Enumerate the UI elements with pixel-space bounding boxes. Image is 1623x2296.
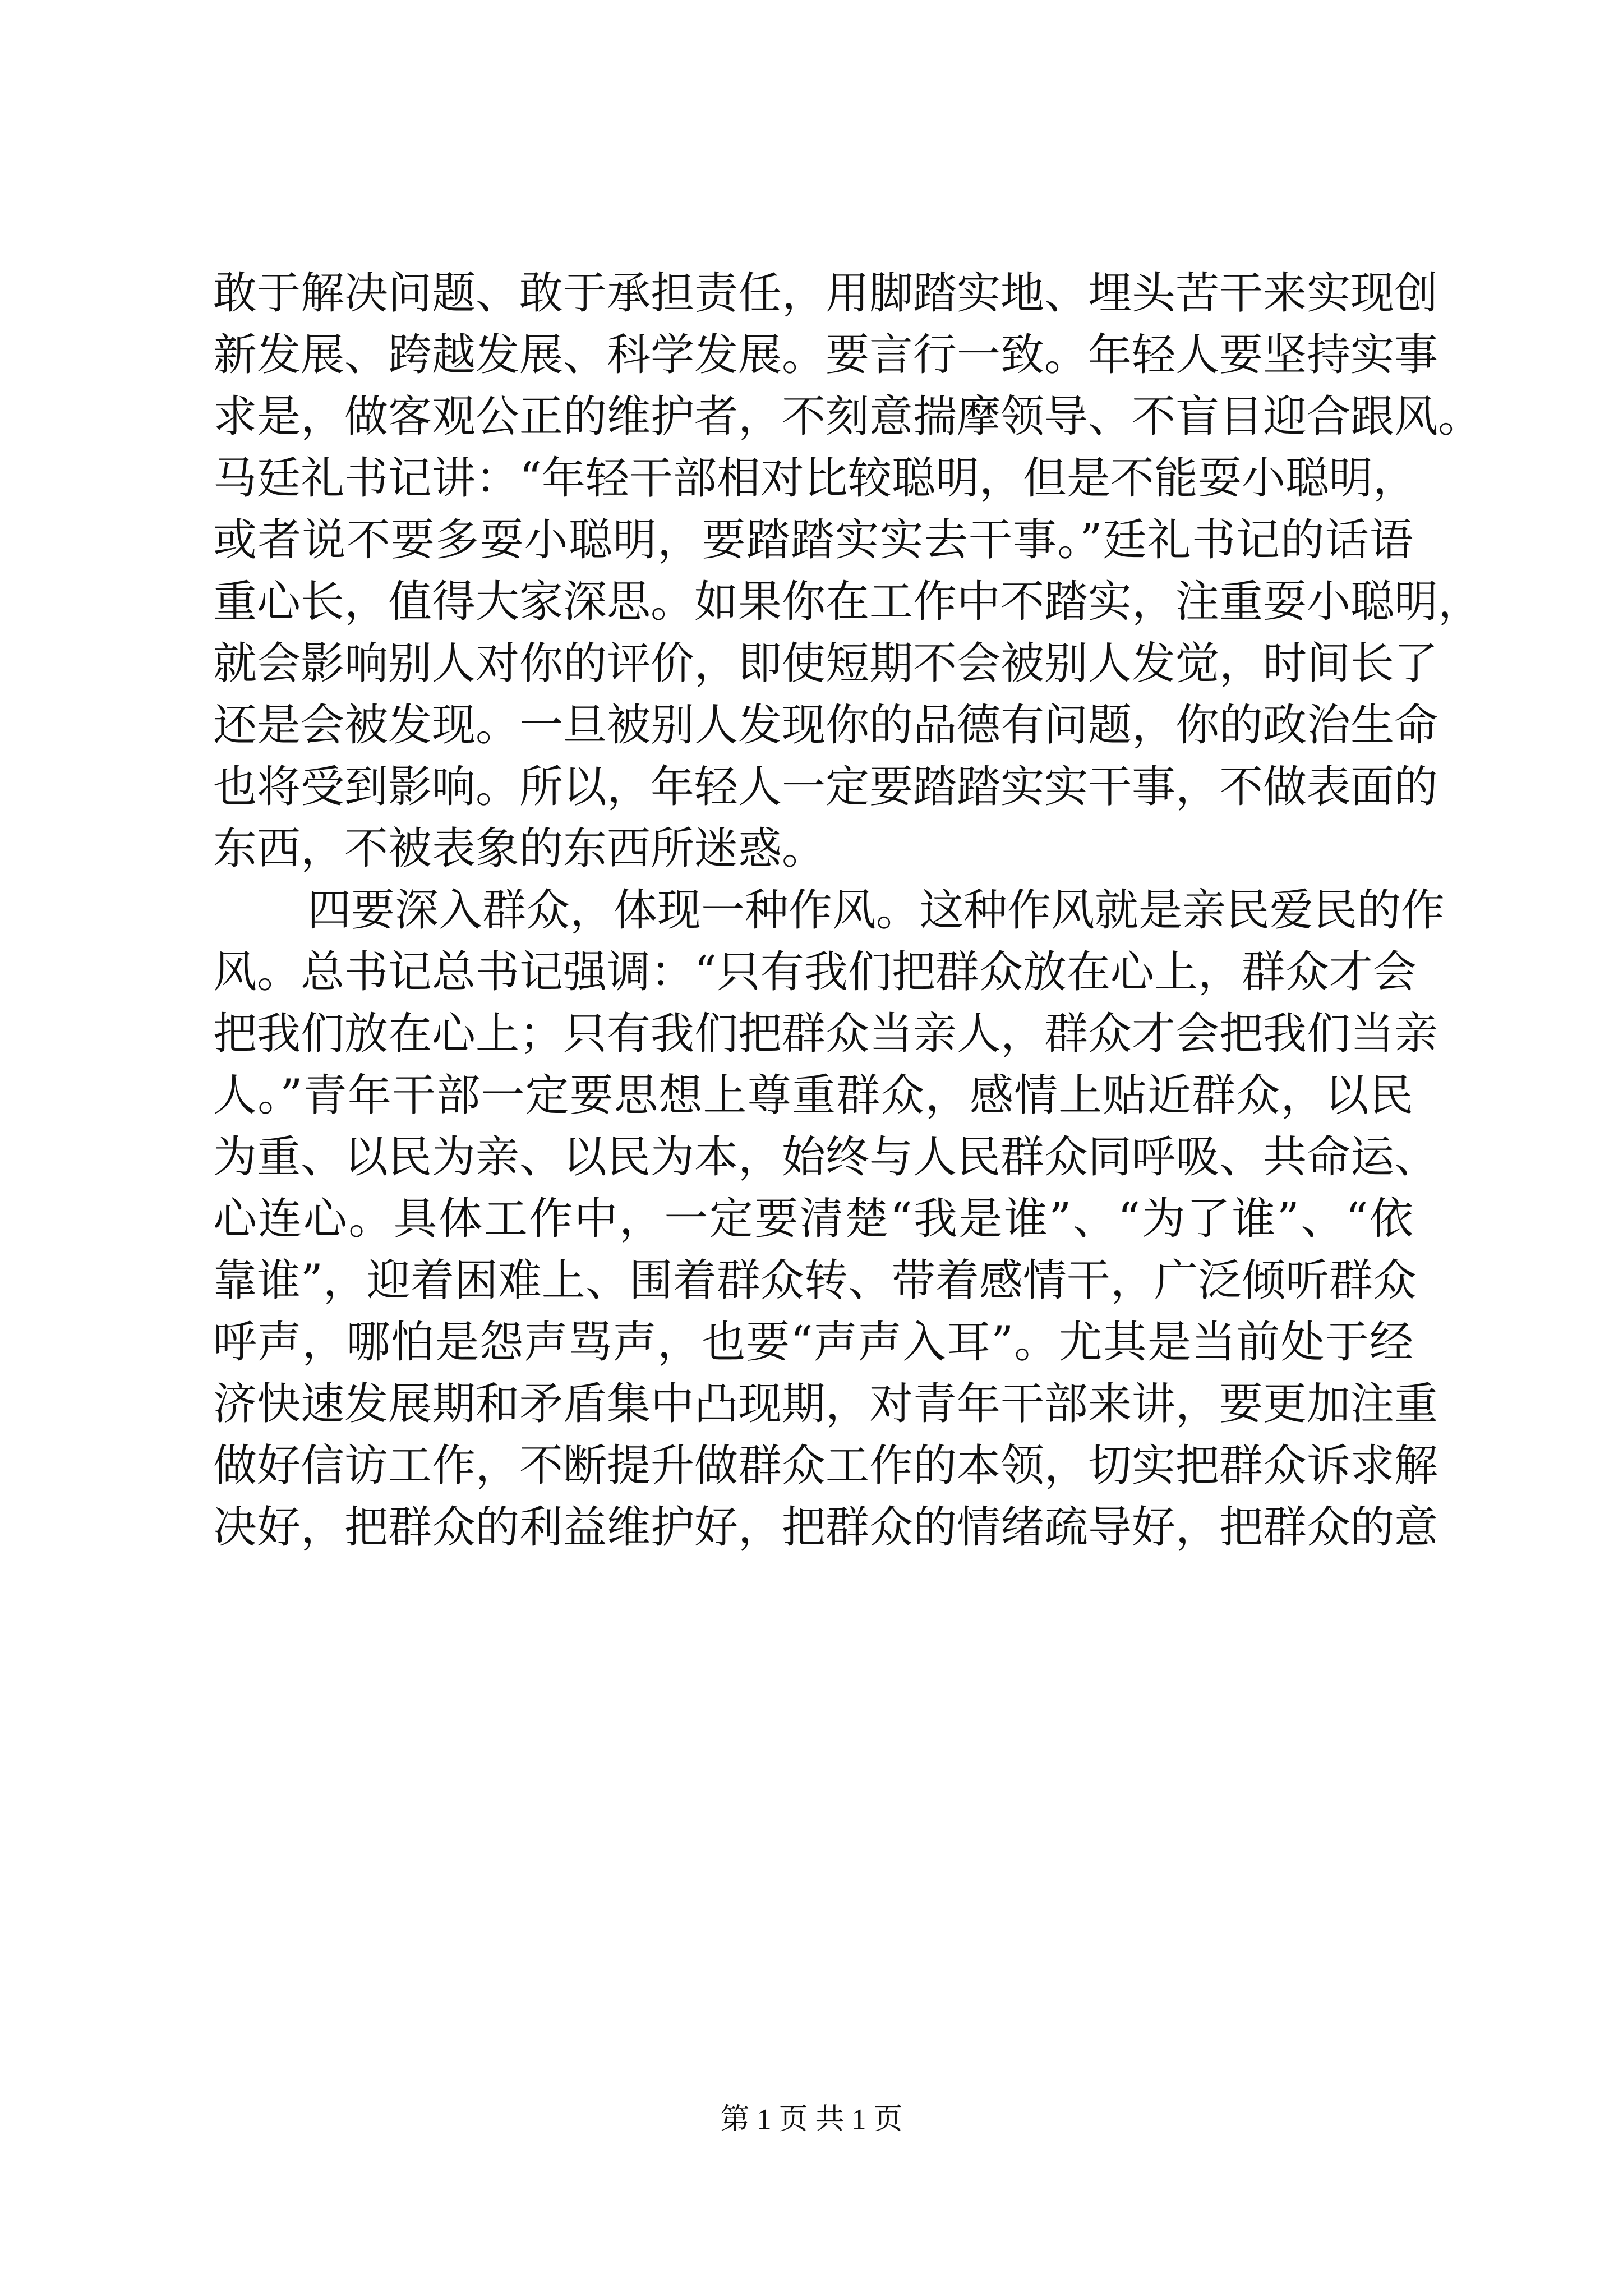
text-line: 决好，把群众的利益维护好，把群众的情绪疏导好，把群众的意: [213, 1502, 1438, 1553]
text-line: 也将受到影响。所以，年轻人一定要踏踏实实干事，不做表面的: [213, 762, 1438, 812]
text-line: 或者说不要多耍小聪明，要踏踏实实去干事。”廷礼书记的话语: [213, 515, 1413, 565]
text-line: 把我们放在心上；只有我们把群众当亲人，群众才会把我们当亲: [213, 1009, 1438, 1059]
page-number: 第 1 页 共 1 页: [720, 2104, 903, 2136]
text-line: 东西，不被表象的东西所迷惑。: [213, 823, 826, 874]
text-line: 四要深入群众，体现一种作风。这种作风就是亲民爱民的作: [307, 885, 1445, 936]
paragraph-1: [213, 263, 1482, 880]
body-text: [213, 263, 1482, 1558]
text-line: 做好信访工作，不断提升做群众工作的本领，切实把群众诉求解: [213, 1441, 1438, 1491]
text-line: 马廷礼书记讲：“年轻干部相对比较聪明，但是不能耍小聪明，: [213, 453, 1417, 504]
page-footer: [0, 2095, 1623, 2137]
text-line: 心连心。具体工作中，一定要清楚“我是谁”、“为了谁”、“依: [213, 1194, 1413, 1244]
text-line: 人。”青年干部一定要思想上尊重群众，感情上贴近群众，以民: [213, 1070, 1413, 1121]
text-line: 求是，做客观公正的维护者，不刻意揣摩领导、不盲目迎合跟风。: [213, 392, 1482, 442]
paragraph-2: [213, 880, 1445, 1558]
text-line: 敢于解决问题、敢于承担责任，用脚踏实地、埋头苦干来实现创: [213, 268, 1438, 319]
text-line: 还是会被发现。一旦被别人发现你的品德有问题，你的政治生命: [213, 700, 1438, 751]
text-line: 就会影响别人对你的评价，即使短期不会被别人发觉，时间长了: [213, 638, 1438, 689]
text-line: 为重、以民为亲、以民为本，始终与人民群众同呼吸、共命运、: [213, 1132, 1438, 1182]
text-line: 呼声，哪怕是怨声骂声，也要“声声入耳”。尤其是当前处于经: [213, 1317, 1413, 1368]
text-line: 新发展、跨越发展、科学发展。要言行一致。年轻人要坚持实事: [213, 330, 1438, 380]
text-line: 重心长，值得大家深思。如果你在工作中不踏实，注重耍小聪明，: [213, 577, 1482, 627]
text-line: 风。总书记总书记强调：“只有我们把群众放在心上，群众才会: [213, 947, 1417, 997]
text-line: 靠谁”，迎着困难上、围着群众转、带着感情干，广泛倾听群众: [213, 1255, 1417, 1306]
text-line: 济快速发展期和矛盾集中凸现期，对青年干部来讲，要更加注重: [213, 1379, 1438, 1429]
